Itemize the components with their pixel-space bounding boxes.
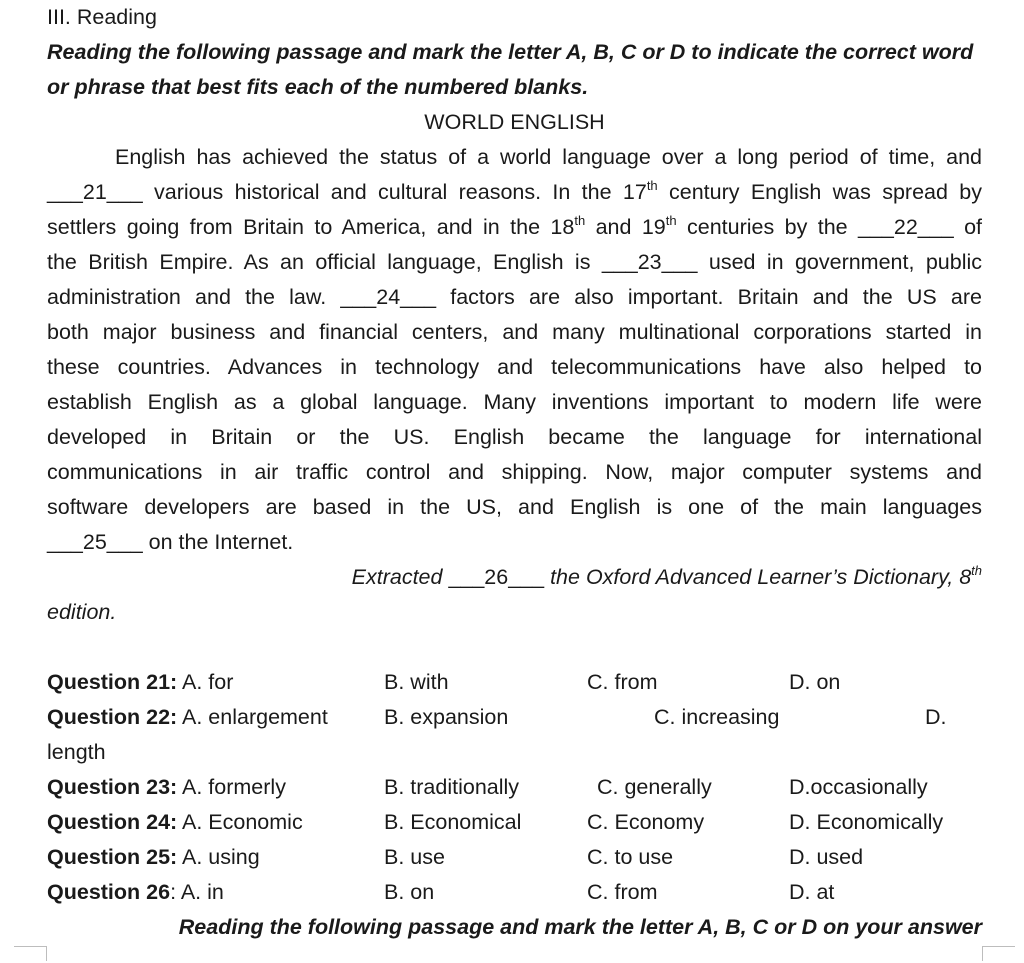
blank-24: ___24___	[340, 285, 437, 309]
option-b[interactable]: B. with	[384, 670, 449, 694]
question-label: Question 26	[47, 880, 171, 904]
passage-line-7: these countries. Advances in technology and telecommunications have also helped to	[47, 355, 982, 379]
blank-23: ___23___	[601, 250, 698, 274]
option-d[interactable]: D. on	[789, 670, 841, 694]
blank-25: ___25___	[47, 530, 143, 554]
option-a[interactable]: A. Economic	[182, 810, 303, 834]
option-a[interactable]: A. in	[180, 880, 224, 904]
page-corner-mark-left	[14, 946, 47, 961]
option-d[interactable]: D. used	[789, 845, 864, 869]
option-b[interactable]: B. on	[384, 880, 435, 904]
page-corner-mark-right	[982, 946, 1015, 961]
question-label: Question 24:	[47, 810, 178, 834]
passage-line-6: both major business and financial centers, and many multinational corporations started in	[47, 320, 982, 344]
passage-line-8: establish English as a global language. Many inventions important to modern life were	[47, 390, 982, 414]
source-citation-cont: edition.	[47, 600, 117, 624]
option-a[interactable]: A. for	[182, 670, 234, 694]
blank-21: ___21___	[47, 180, 143, 204]
option-a[interactable]: A. using	[182, 845, 260, 869]
option-d[interactable]: D. Economically	[789, 810, 944, 834]
passage-line-4: the British Empire. As an official language, English is ___23___ used in government, public	[47, 250, 982, 274]
option-c[interactable]: C. to use	[587, 845, 674, 869]
option-b[interactable]: B. use	[384, 845, 445, 869]
option-c[interactable]: C. generally	[597, 775, 712, 799]
option-c[interactable]: C. Economy	[587, 810, 705, 834]
instruction-line-1: Reading the following passage and mark the letter A, B, C or D to indicate the correct word	[47, 40, 974, 64]
passage-line-3: settlers going from Britain to America, and in the 18th and 19th centuries by the ___22___ of	[47, 213, 983, 239]
passage-line-11: software developers are based in the US, and English is one of the main languages	[47, 495, 982, 519]
option-a[interactable]: A. enlargement	[182, 705, 328, 729]
option-c[interactable]: C. from	[587, 670, 658, 694]
option-b[interactable]: B. traditionally	[384, 775, 520, 799]
option-d[interactable]: D.occasionally	[789, 775, 928, 799]
option-d[interactable]: D.	[925, 705, 947, 729]
passage-line-1: English has achieved the status of a world language over a long period of time, and	[115, 145, 982, 169]
passage-line-12: ___25___ on the Internet.	[47, 530, 294, 554]
instruction-line-2: or phrase that best fits each of the numbered blanks.	[47, 75, 589, 99]
question-label: Question 23:	[47, 775, 178, 799]
option-b[interactable]: B. expansion	[384, 705, 509, 729]
passage-line-10: communications in air traffic control and shipping. Now, major computer systems and	[47, 460, 982, 484]
option-c[interactable]: C. increasing	[654, 705, 780, 729]
passage-line-2: ___21___ various historical and cultural reasons. In the 17th century English was spread by	[47, 178, 982, 204]
blank-26: ___26___	[448, 565, 545, 589]
option-c[interactable]: C. from	[587, 880, 658, 904]
passage-line-9: developed in Britain or the US. English became the language for international	[47, 425, 982, 449]
option-a[interactable]: A. formerly	[182, 775, 286, 799]
option-d[interactable]: D. at	[789, 880, 835, 904]
question-label: Question 25:	[47, 845, 178, 869]
passage-line-5: administration and the law. ___24___ factors are also important. Britain and the US are	[47, 285, 982, 309]
question-label: Question 22:	[47, 705, 178, 729]
question-label: Question 21:	[47, 670, 178, 694]
question-22-cont: length	[47, 740, 106, 764]
option-b[interactable]: B. Economical	[384, 810, 522, 834]
section-title: III. Reading	[47, 5, 157, 29]
blank-22: ___22___	[858, 215, 954, 239]
next-instruction: Reading the following passage and mark the letter A, B, C or D on your answer	[178, 915, 982, 939]
source-citation: Extracted ___26___ the Oxford Advanced Learner’s Dictionary, 8th	[351, 563, 982, 589]
passage-heading: WORLD ENGLISH	[424, 110, 605, 134]
